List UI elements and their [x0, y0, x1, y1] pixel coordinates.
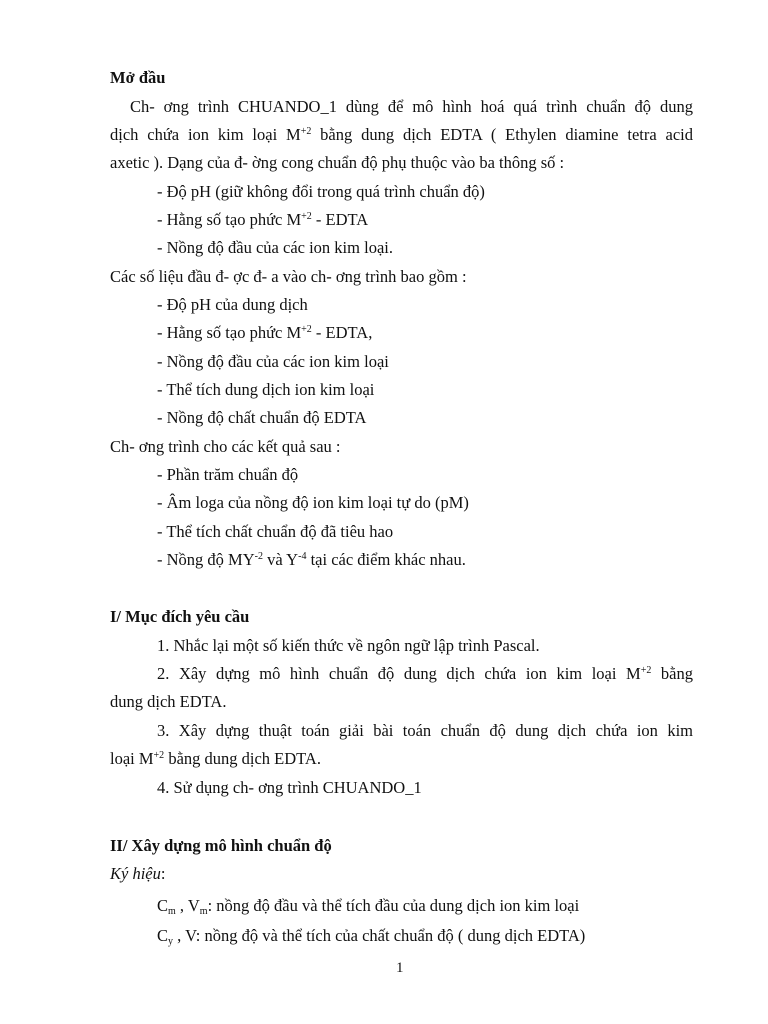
- input-item-edta: - Nồng độ chất chuẩn độ EDTA: [157, 408, 367, 427]
- charge-superscript: +2: [300, 126, 312, 137]
- section-1-item-1: 1. Nhắc lại một số kiến thức về ngôn ngữ lập trình Pascal.: [157, 636, 540, 655]
- charge-superscript: -4: [298, 551, 307, 562]
- page-number: 1: [396, 960, 404, 976]
- section-1-item-3-line-2: loại $M^{+2}$ bằng dung dịch EDTA.: [110, 749, 321, 768]
- symbol-definition-cy-v: $C_y$ , V: nồng độ và thể tích của chất chuẩn độ ( dung dịch EDTA): [157, 926, 586, 947]
- section-1-item-2-line-1: 2. Xây dựng mô hình chuẩn độ dung dịch chứa ion kim loại $M^{+2}$ bằng: [157, 664, 693, 683]
- input-item-concentration: - Nồng độ đầu của các ion kim loại: [157, 352, 389, 371]
- charge-superscript: -2: [254, 551, 263, 562]
- symbol-definition-cm-vm: $C_m$ , $V_m$: nồng độ đầu và thể tích đầu của dung dịch ion kim loại: [157, 896, 580, 917]
- section-1-item-3-line-1: 3. Xây dựng thuật toán giải bài toán chuẩn độ dung dịch chứa ion kim: [157, 721, 693, 740]
- section-1-item-2-line-2: dung dịch EDTA.: [110, 692, 227, 711]
- intro-paragraph-line-3: axetic ). Dạng của đ- ờng cong chuẩn độ phụ thuộc vào ba thông số :: [110, 153, 565, 172]
- param-item-constant: - Hằng số tạo phức $M^{+2}$ - EDTA: [157, 210, 369, 229]
- inputs-heading: Các số liệu đầu đ- ợc đ- a vào ch- ơng trình bao gồm :: [110, 267, 467, 286]
- intro-paragraph-line-2: dịch chứa ion kim loại $M^{+2}$ bằng dung dịch EDTA ( Ethylen diamine tetra acid: [110, 125, 693, 144]
- input-item-volume: - Thể tích dung dịch ion kim loại: [157, 380, 375, 399]
- param-item-ph: - Độ pH (giữ không đổi trong quá trình chuẩn độ): [157, 182, 485, 201]
- output-item-percent: - Phần trăm chuẩn độ: [157, 465, 299, 484]
- output-item-pm: - Âm loga của nồng độ ion kim loại tự do (pM): [157, 493, 469, 512]
- section-1-item-4: 4. Sử dụng ch- ơng trình CHUANDO_1: [157, 778, 422, 797]
- section-2-heading: II/ Xây dựng mô hình chuẩn độ: [110, 836, 332, 855]
- outputs-heading: Ch- ơng trình cho các kết quả sau :: [110, 437, 341, 456]
- output-item-volume: - Thể tích chất chuẩn độ đã tiêu hao: [157, 522, 394, 541]
- input-item-constant: - Hằng số tạo phức $M^{+2}$ - EDTA,: [157, 323, 373, 342]
- charge-superscript: +2: [301, 324, 312, 335]
- symbols-label: Ký hiệu:: [110, 864, 166, 883]
- charge-superscript: +2: [640, 665, 652, 676]
- charge-superscript: +2: [301, 211, 312, 222]
- charge-superscript: +2: [153, 750, 165, 761]
- heading-intro: Mở đầu: [110, 68, 166, 87]
- input-item-ph: - Độ pH của dung dịch: [157, 295, 308, 314]
- section-1-heading: I/ Mục đích yêu cầu: [110, 607, 250, 626]
- param-item-concentration: - Nồng độ đầu của các ion kim loại.: [157, 238, 393, 257]
- output-item-concentration: - Nồng độ $MY^{-2}$ và $Y^{-4}$ tại các điểm khác nhau.: [157, 550, 466, 569]
- intro-paragraph-line-1: Ch- ơng trình CHUANDO_1 dùng để mô hình hoá quá trình chuẩn độ dung: [130, 97, 693, 116]
